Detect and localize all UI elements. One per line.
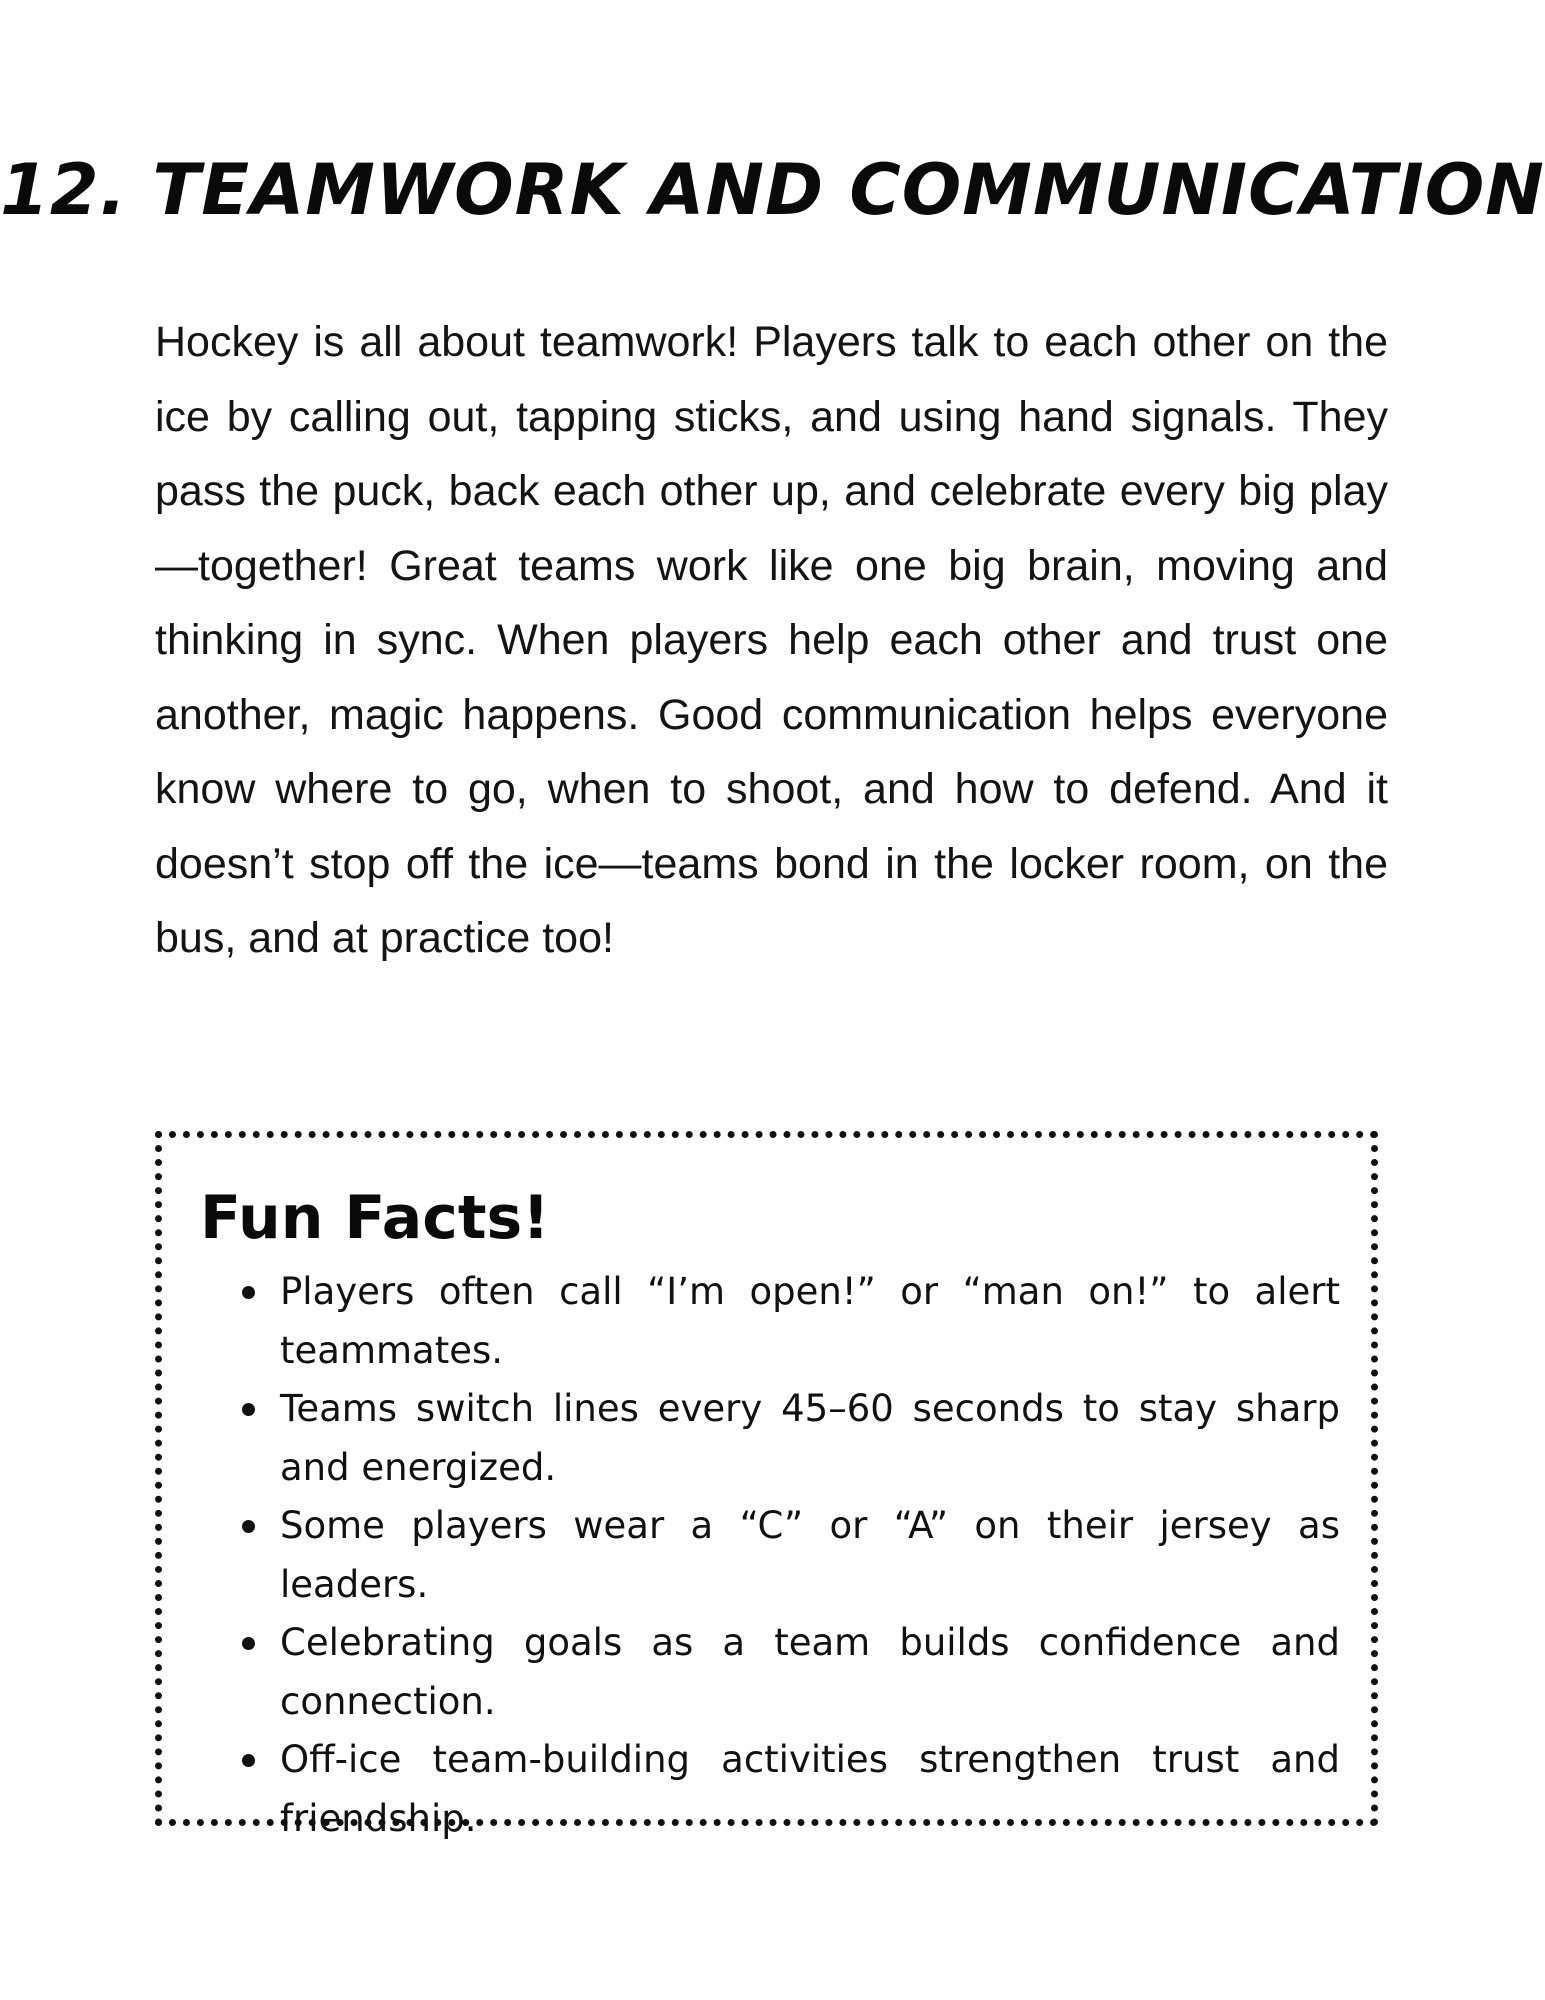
bullet-icon bbox=[242, 1637, 255, 1650]
bullet-icon bbox=[242, 1286, 255, 1299]
fun-facts-title: Fun Facts! bbox=[200, 1183, 550, 1253]
bullet-icon bbox=[242, 1520, 255, 1533]
fun-fact-text: Off-ice team-building activities strengthen trust and friendship. bbox=[280, 1738, 1340, 1840]
list-item bbox=[280, 1497, 1340, 1614]
bullet-icon bbox=[242, 1403, 255, 1416]
fun-facts-box bbox=[155, 1131, 1378, 1840]
list-item bbox=[280, 1731, 1340, 1848]
list-item bbox=[280, 1380, 1340, 1497]
page-title: 12. TEAMWORK AND COMMUNICATION bbox=[0, 149, 1545, 231]
fun-fact-text: Celebrating goals as a team builds confidence and connection. bbox=[280, 1621, 1340, 1723]
list-item bbox=[280, 1614, 1340, 1731]
body-paragraph: Hockey is all about teamwork! Players talk to each other on the ice by calling out, tapping sticks, and using hand signals. They pass the puck, back each other up, and celebrate every big play—together! Great teams work like one big brain, moving and thinking in sync. When players help each other and trust one another, magic happens. Good communication helps everyone know where to go, when to shoot, and how to defend. And it doesn’t stop off the ice—teams bond in the locker room, on the bus, and at practice too! bbox=[155, 318, 1388, 962]
fun-facts-list bbox=[280, 1263, 1340, 1848]
bullet-icon bbox=[242, 1754, 255, 1767]
list-item bbox=[280, 1263, 1340, 1380]
fun-fact-text: Some players wear a “C” or “A” on their jersey as leaders. bbox=[280, 1504, 1340, 1606]
fun-fact-text: Players often call “I’m open!” or “man on!” to alert teammates. bbox=[280, 1270, 1340, 1372]
fun-fact-text: Teams switch lines every 45–60 seconds to stay sharp and energized. bbox=[280, 1387, 1340, 1489]
